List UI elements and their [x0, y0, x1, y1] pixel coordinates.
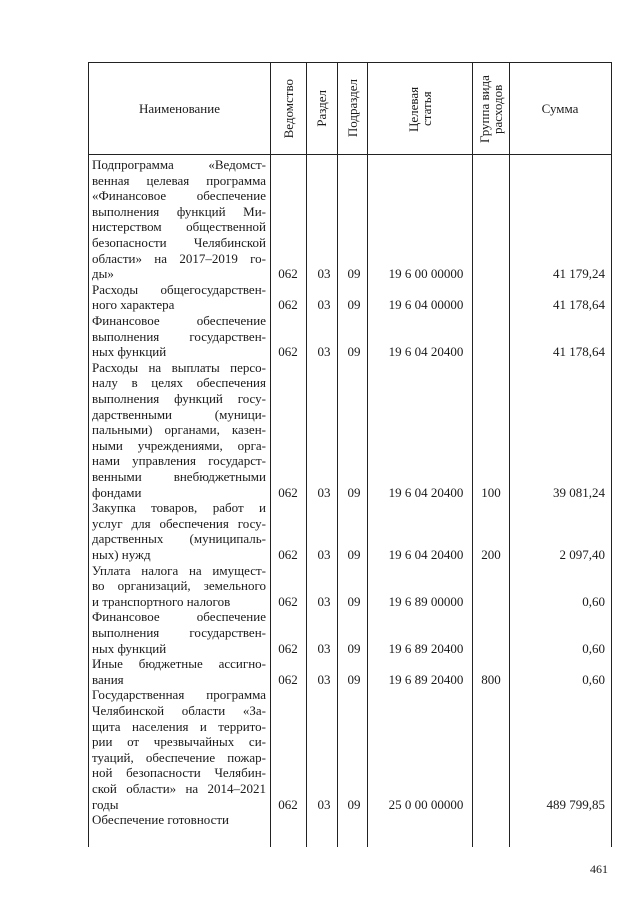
- row-vedomstvo: 062: [278, 671, 298, 687]
- row-name-line: Челябинской области «За-: [92, 702, 266, 718]
- row-name-line: венными внебюджетными: [92, 468, 266, 484]
- table-row: [89, 812, 611, 828]
- row-name-line: ды»: [92, 266, 114, 282]
- row-celevaya: 19 6 04 20400: [388, 484, 464, 500]
- table-row: [89, 656, 611, 687]
- row-summa: 0,60: [582, 593, 605, 609]
- row-name-line: пальными) органами, казен-: [92, 422, 266, 438]
- header-podrazdel-text: Подраздел: [344, 79, 360, 138]
- row-name-line: ной безопасности Челябин-: [92, 765, 266, 781]
- row-name-line: выполнения функций госу-: [92, 390, 266, 406]
- row-name-line: дарственных (муниципаль-: [92, 531, 266, 547]
- header-summa-text: Сумма: [541, 100, 579, 116]
- table-row: [89, 687, 611, 812]
- row-celevaya: 19 6 89 00000: [388, 593, 464, 609]
- row-name-line: во организаций, земельного: [92, 578, 266, 594]
- row-razdel: 03: [317, 640, 331, 656]
- header-divider: [89, 154, 611, 155]
- row-vedomstvo: 062: [278, 593, 298, 609]
- page-number: 461: [590, 862, 608, 876]
- header-celevaya: [367, 63, 472, 154]
- header-vedomstvo: [270, 63, 306, 154]
- row-podrazdel: 09: [347, 796, 361, 812]
- row-celevaya: 19 6 89 20400: [388, 671, 464, 687]
- budget-table: [88, 62, 612, 847]
- table-row: [89, 360, 611, 500]
- row-podrazdel: 09: [347, 546, 361, 562]
- row-name-line: вания: [92, 671, 124, 687]
- table-row: [89, 609, 611, 656]
- row-name-line: Уплата налога на имущест-: [92, 562, 266, 578]
- row-name: [92, 500, 266, 562]
- row-name-line: Закупка товаров, работ и: [92, 500, 266, 516]
- row-celevaya: 25 0 00 00000: [388, 796, 464, 812]
- row-summa: 489 799,85: [546, 796, 605, 812]
- row-podrazdel: 09: [347, 640, 361, 656]
- row-name-line: ных) нужд: [92, 546, 151, 562]
- row-podrazdel: 09: [347, 344, 361, 360]
- row-name-line: ской области» на 2014–2021: [92, 780, 266, 796]
- row-gruppa: 800: [481, 671, 501, 687]
- row-name-line: ными учреждениями, орга-: [92, 437, 266, 453]
- header-vedomstvo-text: Ведомство: [280, 78, 296, 139]
- table-row: [89, 500, 611, 562]
- row-podrazdel: 09: [347, 593, 361, 609]
- row-name-line: Финансовое обеспечение: [92, 313, 266, 328]
- row-name: [92, 687, 266, 812]
- row-vedomstvo: 062: [278, 640, 298, 656]
- row-name-line: нами управления государст-: [92, 453, 266, 469]
- row-name-line: Обеспечение готовности: [92, 812, 230, 828]
- row-name-line: области» на 2017–2019 го-: [92, 250, 266, 266]
- row-name-line: Расходы на выплаты персо-: [92, 359, 266, 375]
- row-podrazdel: 09: [347, 266, 361, 282]
- row-razdel: 03: [317, 593, 331, 609]
- row-name-line: ных функций: [92, 640, 167, 656]
- row-name-line: Финансовое обеспечение: [92, 609, 266, 625]
- header-name: [89, 63, 270, 154]
- row-gruppa: 200: [481, 546, 501, 562]
- row-celevaya: 19 6 04 20400: [388, 546, 464, 562]
- row-razdel: 03: [317, 796, 331, 812]
- row-gruppa: 100: [481, 484, 501, 500]
- table-row: [89, 282, 611, 313]
- row-razdel: 03: [317, 344, 331, 360]
- row-vedomstvo: 062: [278, 484, 298, 500]
- header-name-text: Наименование: [139, 100, 220, 116]
- row-name-line: Подпрограмма «Ведомст-: [92, 157, 266, 172]
- row-razdel: 03: [317, 297, 331, 313]
- header-razdel: [306, 63, 337, 154]
- header-podrazdel: [337, 63, 367, 154]
- row-name-line: туаций, обеспечение пожар-: [92, 749, 266, 765]
- row-name-line: ных функций: [92, 344, 167, 360]
- row-celevaya: 19 6 00 00000: [388, 266, 464, 282]
- row-vedomstvo: 062: [278, 546, 298, 562]
- row-name: [92, 563, 266, 610]
- row-podrazdel: 09: [347, 484, 361, 500]
- row-podrazdel: 09: [347, 297, 361, 313]
- row-name-line: нистерством общественной: [92, 219, 266, 235]
- table-row: [89, 563, 611, 610]
- row-vedomstvo: 062: [278, 266, 298, 282]
- row-razdel: 03: [317, 546, 331, 562]
- row-name-line: выполнения государствен-: [92, 328, 266, 344]
- row-razdel: 03: [317, 266, 331, 282]
- row-name-line: фондами: [92, 484, 142, 500]
- header-razdel-text: Раздел: [314, 90, 329, 127]
- row-vedomstvo: 062: [278, 344, 298, 360]
- row-summa: 0,60: [582, 671, 605, 687]
- row-name-line: дарственными (муници-: [92, 406, 266, 422]
- row-name-line: годы: [92, 796, 119, 812]
- header-gruppa-text: Группа вида расходов: [476, 74, 505, 143]
- header-summa: [509, 63, 611, 154]
- row-podrazdel: 09: [347, 671, 361, 687]
- row-vedomstvo: 062: [278, 796, 298, 812]
- row-name-line: Расходы общегосударствен-: [92, 281, 266, 297]
- row-summa: 41 179,24: [553, 266, 605, 282]
- row-name-line: «Финансовое обеспечение: [92, 188, 266, 204]
- table-row: [89, 313, 611, 360]
- row-name-line: и транспортного налогов: [92, 593, 231, 609]
- row-name-line: рии от чрезвычайных си-: [92, 734, 266, 750]
- row-name-line: Иные бюджетные ассигно-: [92, 656, 266, 672]
- row-summa: 2 097,40: [559, 546, 605, 562]
- row-razdel: 03: [317, 671, 331, 687]
- header-celevaya-text: Целевая статья: [405, 85, 434, 132]
- row-summa: 41 178,64: [553, 344, 605, 360]
- row-name-line: ного характера: [92, 297, 175, 313]
- row-celevaya: 19 6 04 20400: [388, 344, 464, 360]
- row-summa: 39 081,24: [553, 484, 605, 500]
- row-name: [92, 282, 266, 313]
- row-summa: 41 178,64: [553, 297, 605, 313]
- row-name-line: щита населения и террито-: [92, 718, 266, 734]
- row-name-line: налу в целях обеспечения: [92, 375, 266, 391]
- row-name-line: выполнения функций Ми-: [92, 203, 266, 219]
- row-name: [92, 360, 266, 500]
- row-name-line: венная целевая программа: [92, 172, 266, 188]
- header-gruppa: [472, 63, 509, 154]
- table-row: [89, 157, 611, 282]
- row-name-line: безопасности Челябинской: [92, 234, 266, 250]
- row-summa: 0,60: [582, 640, 605, 656]
- row-name-line: услуг для обеспечения госу-: [92, 515, 266, 531]
- row-name: [92, 313, 266, 360]
- row-name-line: Государственная программа: [92, 687, 266, 703]
- row-celevaya: 19 6 89 20400: [388, 640, 464, 656]
- row-name: [92, 157, 266, 282]
- row-name: [92, 656, 266, 687]
- row-celevaya: 19 6 04 00000: [388, 297, 464, 313]
- row-name-line: выполнения государствен-: [92, 624, 266, 640]
- row-vedomstvo: 062: [278, 297, 298, 313]
- row-name: [92, 609, 266, 656]
- row-name: [92, 812, 266, 828]
- row-razdel: 03: [317, 484, 331, 500]
